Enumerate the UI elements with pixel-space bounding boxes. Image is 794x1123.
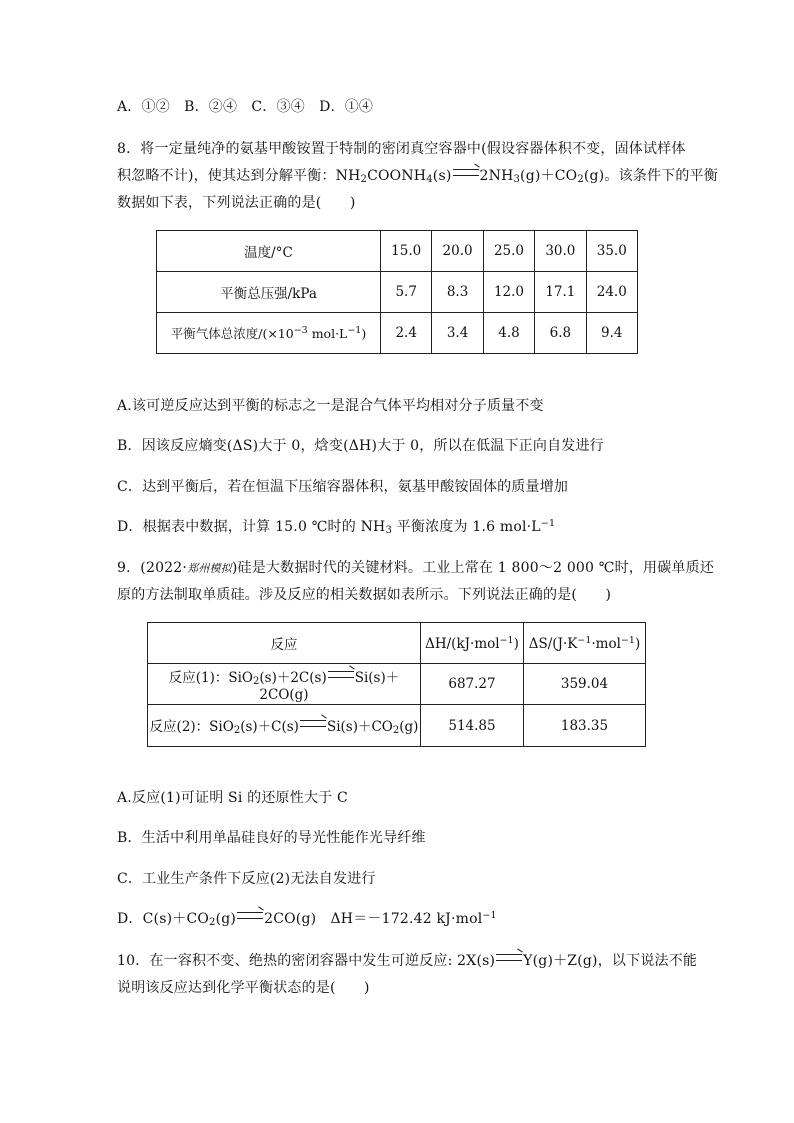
table-header-dh: ΔH/(kJ·mol$^{-1}$)	[421, 623, 524, 664]
q8-option-d: D．根据表中数据，计算 15.0 ℃时的 $NH_3$ 平衡浓度为 1.6 $mol\cdot L^{-1}$	[117, 518, 556, 536]
table-cell: 25.0	[483, 231, 534, 272]
table-cell: 35.0	[586, 231, 637, 272]
table-header-pressure: 平衡总压强/kPa	[157, 272, 381, 313]
q8-option-c: C．达到平衡后，若在恒温下压缩容器体积，氨基甲酸铵固体的质量增加	[117, 479, 569, 495]
equilibrium-arrow	[496, 954, 522, 961]
table-cell: 6.8	[535, 313, 586, 354]
q10-line2: 说明该反应达到化学平衡状态的是( )	[117, 980, 370, 996]
q9-option-d: D．$C(s)+CO_2(g)$ 2CO(g) ΔH＝－172.42 kJ·mol$^{-1}$	[117, 910, 497, 928]
equals-arrow	[237, 912, 263, 919]
q8-option-b: B．因该反应熵变(ΔS)大于 0，焓变(ΔH)大于 0，所以在低温下正向自发进行	[117, 438, 604, 454]
table-header-ds: $\Delta S/(J\cdot K^{-1}\cdot mol^{-1})$	[524, 623, 646, 664]
table-cell: 514.85	[421, 705, 524, 747]
table-cell: 5.7	[381, 272, 432, 313]
table-cell: 8.3	[432, 272, 483, 313]
q9-line2: 原的方法制取单质硅。涉及反应的相关数据如表所示。下列说法正确的是( )	[117, 587, 612, 603]
q10-line1: 10．在一容积不变、绝热的密闭容器中发生可逆反应: 2X(s) Y(g)＋Z(g)，以下说法不能	[117, 953, 698, 969]
reaction-1: 反应(1)：SiO$_2$(s)＋2C(s) Si(s)＋2CO(g)	[148, 664, 421, 705]
table-cell: 20.0	[432, 231, 483, 272]
q8-line1: 8．将一定量纯净的氨基甲酸铵置于特制的密闭真空容器中(假设容器体积不变，固体试样体	[117, 141, 686, 157]
table-header-temperature: 温度/°C	[157, 231, 381, 272]
q9-line1: 9．(2022·郑州模拟)硅是大数据时代的关键材料。工业上常在 1 800～2 000 ℃时，用碳单质还	[117, 560, 715, 576]
q9-data-table	[147, 622, 646, 747]
table-cell: 687.27	[421, 664, 524, 705]
table-cell: 359.04	[524, 664, 646, 705]
table-header-reaction: 反应	[148, 623, 421, 664]
q9-option-a: A.反应(1)可证明 Si 的还原性大于 C	[117, 790, 348, 806]
q9-option-b: B．生活中利用单晶硅良好的导光性能作光导纤维	[117, 830, 426, 846]
table-cell: 15.0	[381, 231, 432, 272]
table-cell: 24.0	[586, 272, 637, 313]
q8-line3: 数据如下表，下列说法正确的是( )	[117, 195, 356, 211]
table-cell: 12.0	[483, 272, 534, 313]
q8-option-a: A.该可逆反应达到平衡的标志之一是混合气体平均相对分子质量不变	[117, 398, 544, 414]
table-cell: 9.4	[586, 313, 637, 354]
equilibrium-arrow	[453, 169, 479, 176]
q7-options: A．①② B．②④ C．③④ D．①④	[117, 99, 374, 115]
q8-line2: 积忽略不计)，使其达到分解平衡：$NH_2COONH_4(s)$ $2NH_3(g)+CO_2(g)$。该条件下的平衡	[117, 168, 718, 185]
reaction-2: 反应(2)：SiO$_2$(s)＋C(s) $Si(s)+CO_2(g)$	[148, 705, 421, 747]
table-cell: 2.4	[381, 313, 432, 354]
table-cell: 3.4	[432, 313, 483, 354]
table-header-concentration: 平衡气体总浓度$/(\times 10^{-3}$ $mol\cdot L^{-1}$)	[157, 313, 381, 354]
table-cell: 4.8	[483, 313, 534, 354]
equals-arrow	[300, 720, 326, 727]
equals-arrow	[328, 671, 354, 678]
q9-option-c: C．工业生产条件下反应(2)无法自发进行	[117, 871, 376, 887]
q8-data-table	[156, 230, 638, 354]
table-cell: 30.0	[535, 231, 586, 272]
table-cell: 183.35	[524, 705, 646, 747]
table-cell: 17.1	[535, 272, 586, 313]
